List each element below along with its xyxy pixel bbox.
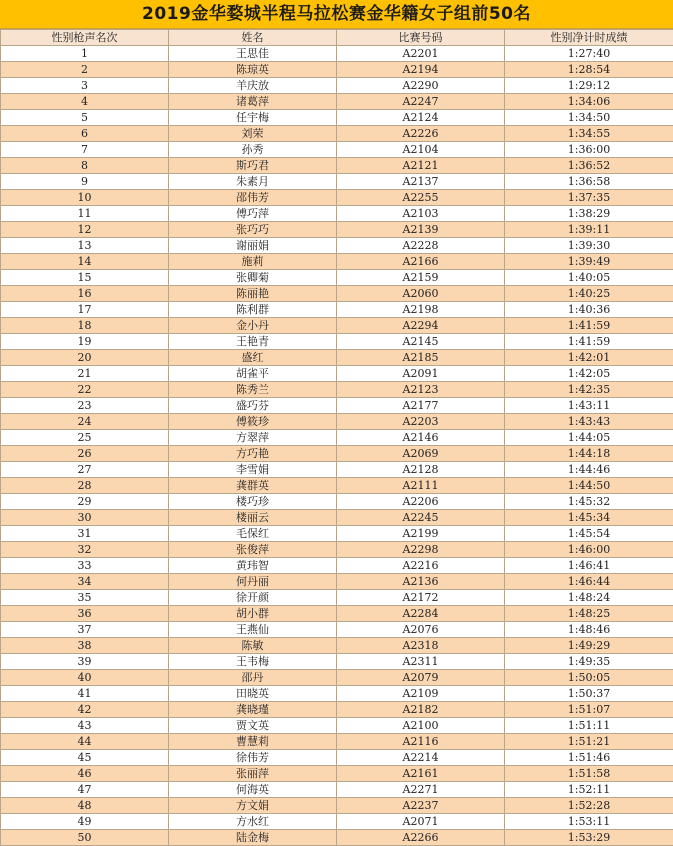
rank-cell: 43 [1,718,169,734]
rank-cell: 10 [1,190,169,206]
bib-cell: A2137 [337,174,505,190]
time-cell: 1:40:36 [505,302,673,318]
name-cell: 陈琼英 [169,62,337,78]
time-cell: 1:52:11 [505,782,673,798]
bib-cell: A2136 [337,574,505,590]
bib-cell: A2079 [337,670,505,686]
table-row [1,270,673,286]
table-row [1,142,673,158]
time-cell: 1:43:11 [505,398,673,414]
table-row [1,238,673,254]
rank-cell: 39 [1,654,169,670]
bib-cell: A2199 [337,526,505,542]
time-cell: 1:53:11 [505,814,673,830]
bib-cell: A2203 [337,414,505,430]
time-cell: 1:50:05 [505,670,673,686]
bib-cell: A2139 [337,222,505,238]
time-cell: 1:52:28 [505,798,673,814]
table-row [1,558,673,574]
table-row [1,222,673,238]
bib-cell: A2109 [337,686,505,702]
table-row [1,46,673,62]
rank-cell: 38 [1,638,169,654]
table-row [1,350,673,366]
time-cell: 1:45:34 [505,510,673,526]
table-row [1,94,673,110]
bib-cell: A2201 [337,46,505,62]
name-cell: 羊庆放 [169,78,337,94]
rank-cell: 2 [1,62,169,78]
name-cell: 田晓英 [169,686,337,702]
name-cell: 方文娟 [169,798,337,814]
rank-cell: 21 [1,366,169,382]
name-cell: 陈利群 [169,302,337,318]
time-cell: 1:37:35 [505,190,673,206]
bib-cell: A2111 [337,478,505,494]
time-cell: 1:46:00 [505,542,673,558]
time-cell: 1:46:44 [505,574,673,590]
table-row [1,366,673,382]
name-cell: 方翠萍 [169,430,337,446]
name-cell: 盛红 [169,350,337,366]
rank-cell: 14 [1,254,169,270]
rank-cell: 50 [1,830,169,846]
rank-cell: 18 [1,318,169,334]
bib-cell: A2298 [337,542,505,558]
rank-cell: 12 [1,222,169,238]
rank-cell: 20 [1,350,169,366]
table-row [1,702,673,718]
time-cell: 1:50:37 [505,686,673,702]
bib-cell: A2247 [337,94,505,110]
name-cell: 胡雀平 [169,366,337,382]
bib-cell: A2311 [337,654,505,670]
table-row [1,782,673,798]
name-cell: 张卿菊 [169,270,337,286]
table-row [1,190,673,206]
rank-cell: 35 [1,590,169,606]
table-row [1,622,673,638]
rank-cell: 9 [1,174,169,190]
bib-cell: A2284 [337,606,505,622]
header-bib: 比赛号码 [337,30,505,46]
table-row [1,286,673,302]
name-cell: 贾文英 [169,718,337,734]
name-cell: 张丽萍 [169,766,337,782]
rank-cell: 25 [1,430,169,446]
table-row [1,158,673,174]
bib-cell: A2121 [337,158,505,174]
header-time: 性别净计时成绩 [505,30,673,46]
time-cell: 1:51:46 [505,750,673,766]
results-table [0,29,673,846]
time-cell: 1:27:40 [505,46,673,62]
time-cell: 1:51:58 [505,766,673,782]
name-cell: 楼丽云 [169,510,337,526]
time-cell: 1:38:29 [505,206,673,222]
time-cell: 1:36:52 [505,158,673,174]
rank-cell: 23 [1,398,169,414]
table-row [1,830,673,846]
time-cell: 1:45:32 [505,494,673,510]
table-row [1,798,673,814]
bib-cell: A2060 [337,286,505,302]
rank-cell: 22 [1,382,169,398]
time-cell: 1:34:55 [505,126,673,142]
time-cell: 1:53:29 [505,830,673,846]
header-rank: 性别枪声名次 [1,30,169,46]
table-row [1,430,673,446]
bib-cell: A2091 [337,366,505,382]
table-row [1,398,673,414]
rank-cell: 27 [1,462,169,478]
rank-cell: 34 [1,574,169,590]
bib-cell: A2076 [337,622,505,638]
table-row [1,318,673,334]
rank-cell: 13 [1,238,169,254]
rank-cell: 49 [1,814,169,830]
rank-cell: 45 [1,750,169,766]
name-cell: 方巧艳 [169,446,337,462]
bib-cell: A2266 [337,830,505,846]
rank-cell: 47 [1,782,169,798]
table-row [1,574,673,590]
time-cell: 1:41:59 [505,318,673,334]
rank-cell: 32 [1,542,169,558]
rank-cell: 26 [1,446,169,462]
bib-cell: A2214 [337,750,505,766]
page-title: 2019金华婺城半程马拉松赛金华籍女子组前50名 [0,0,673,29]
table-row [1,526,673,542]
table-row [1,718,673,734]
time-cell: 1:44:50 [505,478,673,494]
rank-cell: 7 [1,142,169,158]
time-cell: 1:42:01 [505,350,673,366]
rank-cell: 48 [1,798,169,814]
bib-cell: A2198 [337,302,505,318]
time-cell: 1:49:35 [505,654,673,670]
table-row [1,78,673,94]
rank-cell: 5 [1,110,169,126]
time-cell: 1:48:24 [505,590,673,606]
name-cell: 金小丹 [169,318,337,334]
bib-cell: A2294 [337,318,505,334]
time-cell: 1:48:46 [505,622,673,638]
time-cell: 1:45:54 [505,526,673,542]
name-cell: 张俊萍 [169,542,337,558]
name-cell: 曹慧莉 [169,734,337,750]
rank-cell: 29 [1,494,169,510]
rank-cell: 46 [1,766,169,782]
bib-cell: A2255 [337,190,505,206]
bib-cell: A2146 [337,430,505,446]
table-row [1,62,673,78]
table-row [1,590,673,606]
bib-cell: A2290 [337,78,505,94]
table-row [1,670,673,686]
time-cell: 1:42:05 [505,366,673,382]
table-row [1,686,673,702]
rank-cell: 40 [1,670,169,686]
time-cell: 1:46:41 [505,558,673,574]
name-cell: 王韦梅 [169,654,337,670]
bib-cell: A2071 [337,814,505,830]
name-cell: 龚群英 [169,478,337,494]
name-cell: 王燕仙 [169,622,337,638]
rank-cell: 17 [1,302,169,318]
bib-cell: A2100 [337,718,505,734]
time-cell: 1:39:30 [505,238,673,254]
time-cell: 1:41:59 [505,334,673,350]
name-cell: 陈敏 [169,638,337,654]
bib-cell: A2245 [337,510,505,526]
bib-cell: A2104 [337,142,505,158]
table-row [1,174,673,190]
name-cell: 王思佳 [169,46,337,62]
name-cell: 毛保红 [169,526,337,542]
time-cell: 1:44:05 [505,430,673,446]
rank-cell: 16 [1,286,169,302]
name-cell: 傅筱珍 [169,414,337,430]
bib-cell: A2237 [337,798,505,814]
rank-cell: 1 [1,46,169,62]
name-cell: 徐开颜 [169,590,337,606]
time-cell: 1:51:07 [505,702,673,718]
rank-cell: 30 [1,510,169,526]
bib-cell: A2159 [337,270,505,286]
bib-cell: A2182 [337,702,505,718]
header-name: 姓名 [169,30,337,46]
name-cell: 邵伟芳 [169,190,337,206]
table-row [1,302,673,318]
time-cell: 1:40:25 [505,286,673,302]
name-cell: 徐伟芳 [169,750,337,766]
bib-cell: A2206 [337,494,505,510]
table-row [1,766,673,782]
rank-cell: 11 [1,206,169,222]
bib-cell: A2069 [337,446,505,462]
table-row [1,110,673,126]
table-row [1,510,673,526]
table-row [1,126,673,142]
table-row [1,814,673,830]
header-row [1,30,673,46]
name-cell: 张巧巧 [169,222,337,238]
time-cell: 1:43:43 [505,414,673,430]
rank-cell: 41 [1,686,169,702]
time-cell: 1:40:05 [505,270,673,286]
table-row [1,462,673,478]
rank-cell: 4 [1,94,169,110]
time-cell: 1:39:49 [505,254,673,270]
bib-cell: A2103 [337,206,505,222]
rank-cell: 8 [1,158,169,174]
name-cell: 胡小群 [169,606,337,622]
name-cell: 谢丽娟 [169,238,337,254]
table-row [1,334,673,350]
bib-cell: A2124 [337,110,505,126]
name-cell: 陈秀兰 [169,382,337,398]
bib-cell: A2228 [337,238,505,254]
bib-cell: A2161 [337,766,505,782]
table-body [1,46,673,846]
table-row [1,494,673,510]
name-cell: 任宇梅 [169,110,337,126]
rank-cell: 19 [1,334,169,350]
bib-cell: A2145 [337,334,505,350]
time-cell: 1:48:25 [505,606,673,622]
name-cell: 何丹丽 [169,574,337,590]
table-row [1,254,673,270]
rank-cell: 15 [1,270,169,286]
time-cell: 1:44:18 [505,446,673,462]
time-cell: 1:51:11 [505,718,673,734]
time-cell: 1:42:35 [505,382,673,398]
name-cell: 楼巧珍 [169,494,337,510]
name-cell: 黄玮智 [169,558,337,574]
name-cell: 盛巧芬 [169,398,337,414]
time-cell: 1:44:46 [505,462,673,478]
bib-cell: A2172 [337,590,505,606]
table-row [1,606,673,622]
name-cell: 龚晓瑾 [169,702,337,718]
time-cell: 1:34:50 [505,110,673,126]
name-cell: 何海英 [169,782,337,798]
table-row [1,478,673,494]
rank-cell: 36 [1,606,169,622]
name-cell: 朱素月 [169,174,337,190]
bib-cell: A2166 [337,254,505,270]
name-cell: 陆金梅 [169,830,337,846]
time-cell: 1:36:00 [505,142,673,158]
name-cell: 孙秀 [169,142,337,158]
bib-cell: A2216 [337,558,505,574]
name-cell: 斯巧君 [169,158,337,174]
time-cell: 1:36:58 [505,174,673,190]
bib-cell: A2226 [337,126,505,142]
table-row [1,446,673,462]
rank-cell: 6 [1,126,169,142]
table-row [1,414,673,430]
name-cell: 王艳青 [169,334,337,350]
table-row [1,654,673,670]
name-cell: 诸葛萍 [169,94,337,110]
name-cell: 傅巧萍 [169,206,337,222]
table-row [1,750,673,766]
table-row [1,382,673,398]
time-cell: 1:49:29 [505,638,673,654]
time-cell: 1:34:06 [505,94,673,110]
name-cell: 施莉 [169,254,337,270]
bib-cell: A2128 [337,462,505,478]
name-cell: 邵丹 [169,670,337,686]
name-cell: 方水红 [169,814,337,830]
bib-cell: A2116 [337,734,505,750]
rank-cell: 24 [1,414,169,430]
table-row [1,542,673,558]
table-header [1,30,673,46]
time-cell: 1:51:21 [505,734,673,750]
table-row [1,734,673,750]
bib-cell: A2318 [337,638,505,654]
time-cell: 1:39:11 [505,222,673,238]
table-row [1,206,673,222]
rank-cell: 31 [1,526,169,542]
rank-cell: 28 [1,478,169,494]
name-cell: 陈丽艳 [169,286,337,302]
bib-cell: A2123 [337,382,505,398]
bib-cell: A2271 [337,782,505,798]
time-cell: 1:29:12 [505,78,673,94]
table-row [1,638,673,654]
bib-cell: A2194 [337,62,505,78]
bib-cell: A2177 [337,398,505,414]
name-cell: 李雪娟 [169,462,337,478]
rank-cell: 33 [1,558,169,574]
rank-cell: 42 [1,702,169,718]
rank-cell: 44 [1,734,169,750]
rank-cell: 3 [1,78,169,94]
time-cell: 1:28:54 [505,62,673,78]
bib-cell: A2185 [337,350,505,366]
name-cell: 刘荣 [169,126,337,142]
rank-cell: 37 [1,622,169,638]
